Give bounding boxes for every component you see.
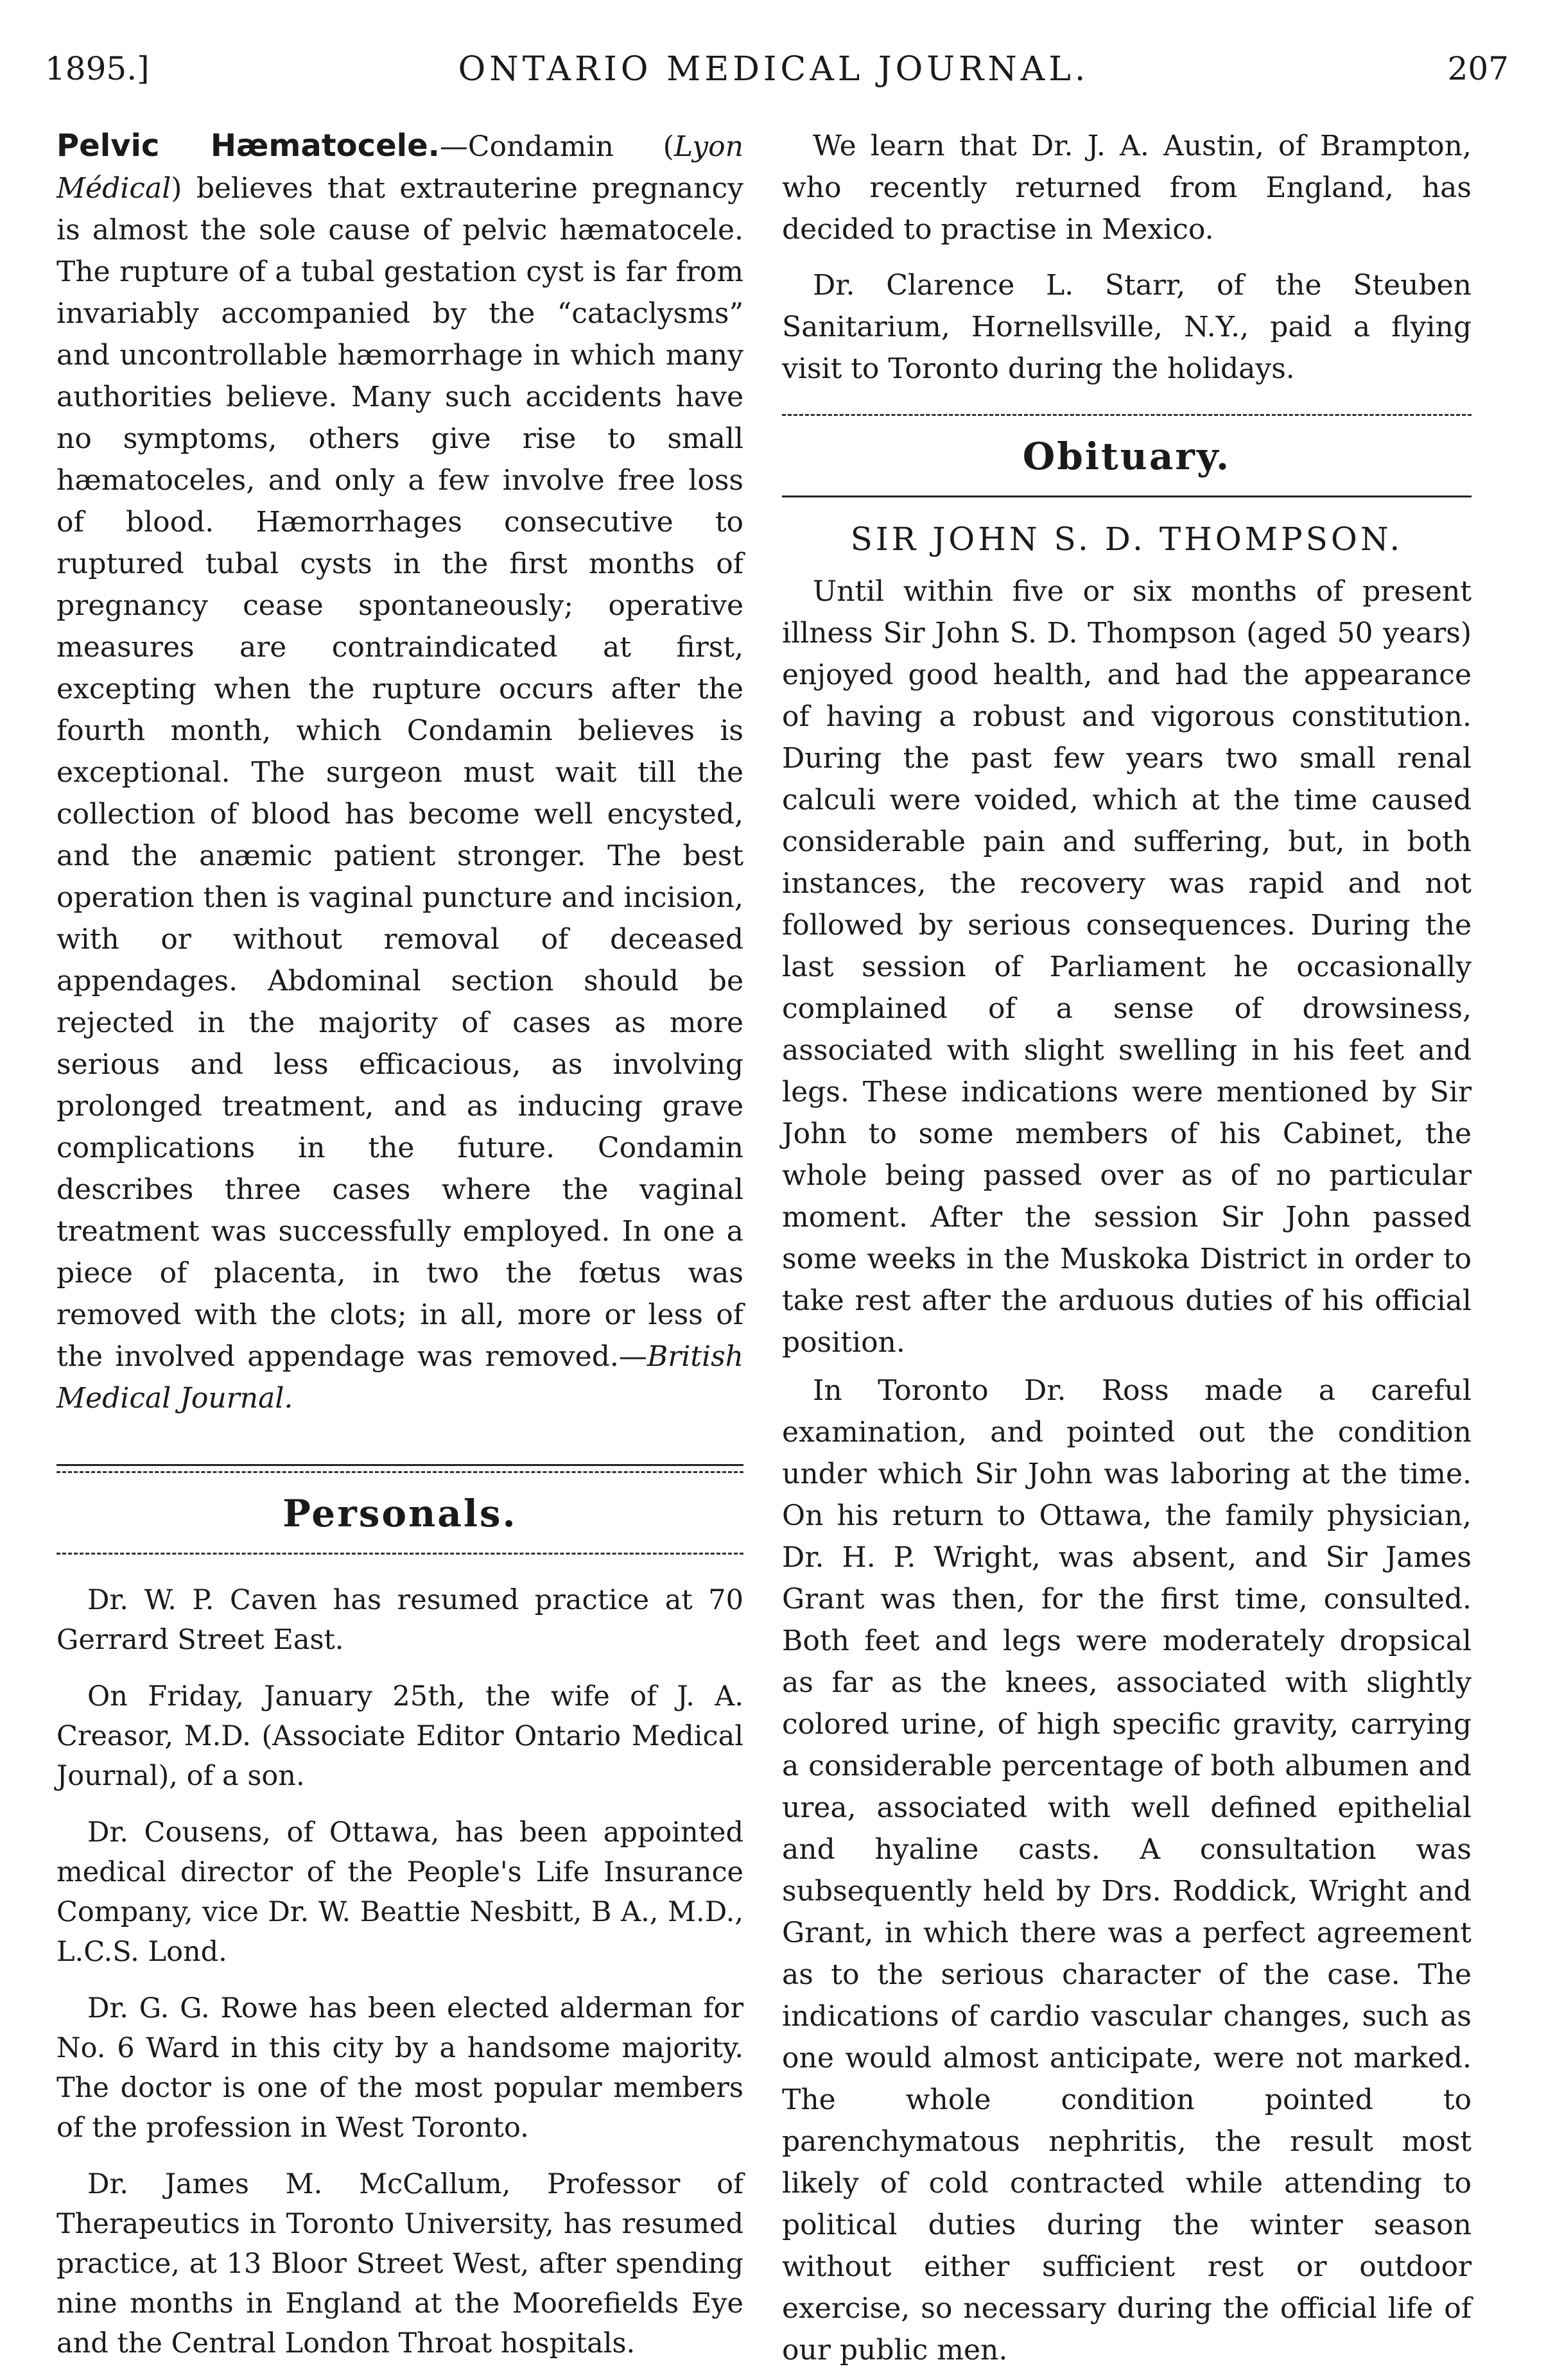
personal-item: On Friday, January 25th, the wife of J. A. Creasor, M.D. (Associate Editor Ontario Medical Journal), of a son.	[56, 1680, 743, 1792]
personal-item: Dr. James M. McCallum, Professor of Therapeutics in Toronto University, has resumed practice, at 13 Bloor Street West, after spending nine months in England at the Moorefields Eye and the Central London Throat hospitals.	[56, 2168, 743, 2359]
article-pelvic-haematocele	[56, 125, 743, 1419]
personals-list	[56, 1580, 743, 2363]
article-lead: Pelvic Hæmatocele.	[56, 128, 440, 164]
personal-item: Dr. G. G. Rowe has been elected alderman for No. 6 Ward in this city by a handsome majority. The doctor is one of the most popular members of the profession in West Toronto.	[56, 1992, 743, 2144]
running-header	[39, 50, 1509, 101]
article-journal-ref: Lyon Médical	[56, 130, 743, 205]
divider-dashed	[56, 1471, 743, 1473]
right-column	[782, 125, 1472, 2377]
article-source-dash: —	[618, 1340, 647, 1373]
obituary-paragraph: Until within five or six months of present illness Sir John S. D. Thompson (aged 50 years) enjoyed good health, and had the appearance of having a robust and vigorous constitution. During the past few years two small renal calculi were voided, which at the time caused considerable pain and suffering, but, in both instances, the recovery was rapid and not followed by serious consequences. During the last session of Parliament he occasionally complained of a sense of drowsiness, associated with slight swelling in his feet and legs. These indications were mentioned by Sir John to some members of his Cabinet, the whole being passed over as of no particular moment. After the session Sir John passed some weeks in the Muskoka District in order to take rest after the arduous duties of his official position.	[782, 575, 1472, 1359]
obituary-subject: SIR JOHN S. D. THOMPSON.	[850, 521, 1403, 558]
header-page-number: 207	[1447, 50, 1509, 87]
article-text-1: —Condamin (	[439, 130, 674, 163]
article-source: British Medical Journal.	[56, 1340, 743, 1415]
obituary-paragraph: In Toronto Dr. Ross made a careful examination, and pointed out the condition under which Sir John was laboring at the time. On his return to Ottawa, the family physician, Dr. H. P. Wright, was absent, and Sir James Grant was then, for the first time, consulted. Both feet and legs were moderately dropsical as far as the knees, associated with slightly colored urine, of high specific gravity, carrying a considerable percentage of both albumen and urea, associated with well defined epithelial and hyaline casts. A consultation was subsequently held by Drs. Roddick, Wright and Grant, in which there was a perfect agreement as to the serious character of the case. The indications of cardio vascular changes, such as one would almost anticipate, were not marked. The whole condition pointed to parenchymatous nephritis, the result most likely of cold contracted while attending to political duties during the winter season without either sufficient rest or outdoor exercise, so necessary during the official life of our public men.	[782, 1374, 1472, 2367]
personal-item: Dr. W. P. Caven has resumed practice at 70 Gerrard Street East.	[56, 1584, 743, 1656]
divider-dashed	[782, 414, 1472, 416]
header-year: 1895.]	[45, 50, 150, 87]
header-journal-title: ONTARIO MEDICAL JOURNAL.	[458, 50, 1090, 89]
left-column	[56, 125, 743, 2380]
article-text-2: ) believes that extrauterine pregnancy is almost the sole cause of pelvic hæmatocele. The rupture of a tubal gestation cyst is far from invariably accompanied by the “cataclysms” and uncontrollable hæmorrhage in which many authorities believe. Many such accidents have no symptoms, others give rise to small hæmatoceles, and only a few involve free loss of blood. Hæmorrhages consecutive to ruptured tubal cysts in the first months of pregnancy cease spontaneously; operative measures are contraindicated at first, excepting when the rupture occurs after the fourth month, which Condamin believes is exceptional. The surgeon must wait till the collection of blood has become well encysted, and the anæmic patient stronger. The best operation then is vaginal puncture and incision, with or without removal of deceased appendages. Abdominal section should be rejected in the majority of cases as more serious and less efficacious, as involving prolonged treatment, and as inducing grave complications in the future. Condamin describes three cases where the vaginal treatment was successfully employed. In one a piece of placenta, in two the fœtus was removed with the clots; in all, more or less of the involved appendage was removed.	[56, 172, 743, 1373]
divider-rule	[782, 496, 1472, 497]
personal-item: Dr. Cousens, of Ottawa, has been appointed medical director of the People's Life Insurance Company, vice Dr. W. Beattie Nesbitt, B A., M.D., L.C.S. Lond.	[56, 1816, 743, 1968]
news-item: We learn that Dr. J. A. Austin, of Brampton, who recently returned from England, has decided to practise in Mexico.	[782, 130, 1472, 246]
news-item: Dr. Clarence L. Starr, of the Steuben Sanitarium, Hornellsville, N.Y., paid a flying visit to Toronto during the holidays.	[782, 269, 1472, 385]
personals-heading: Personals.	[282, 1492, 517, 1535]
obituary-heading: Obituary.	[1022, 435, 1231, 478]
